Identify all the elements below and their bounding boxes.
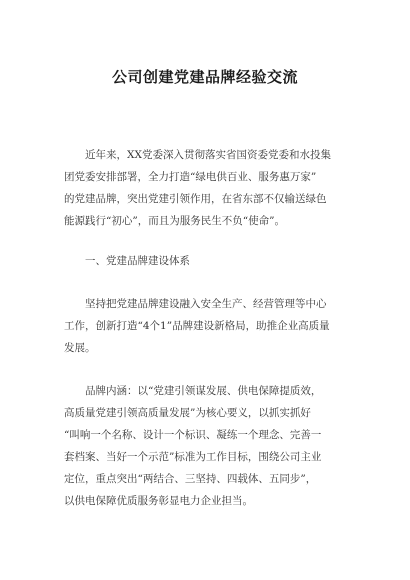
paragraph-brand-connotation — [64, 380, 354, 512]
paragraph-line: 团党委安排部署，全力打造“绿电供百业、服务惠万家” — [64, 171, 317, 183]
section-heading-text: 一、党建品牌建设体系 — [64, 255, 190, 267]
paragraph-line: 以供电保障优质服务彰显电力企业担当。 — [64, 495, 253, 507]
paragraph-intro — [64, 144, 354, 232]
paragraph-line: 能源践行“初心”，而且为服务民生不负“使命”。 — [64, 215, 285, 227]
paragraph-line: “叫响一个名称、设计一个标识、凝练一个理念、完善一 — [64, 429, 322, 441]
paragraph-line: 的党建品牌，突出党建引领作用，在省东部不仅输送绿色 — [64, 193, 327, 205]
document-title: 公司创建党建品牌经验交流 — [111, 68, 298, 86]
paragraph-line: 定位，重点突出“两结合、三坚持、四载体、五同步”， — [64, 473, 317, 485]
paragraph-line: 工作，创新打造“4个1”品牌建设新格局，助推企业高质量 — [64, 320, 330, 332]
paragraph-line: 近年来，XX党委深入贯彻落实省国资委党委和水投集 — [64, 149, 331, 161]
paragraph-line: 套档案、当好一个示范”标准为工作目标，围绕公司主业 — [64, 451, 322, 463]
paragraph-line: 品牌内涵：以“党建引领谋发展、供电保障提质效， — [64, 385, 322, 397]
paragraph-line: 坚持把党建品牌建设融入安全生产、经营管理等中心 — [64, 298, 327, 310]
paragraph-brand-building — [64, 293, 354, 359]
paragraph-line: 发展。 — [64, 342, 96, 354]
section-heading — [64, 250, 354, 272]
paragraph-line: 高质量党建引领高质量发展”为核心要义，以抓实抓好 — [64, 407, 311, 419]
